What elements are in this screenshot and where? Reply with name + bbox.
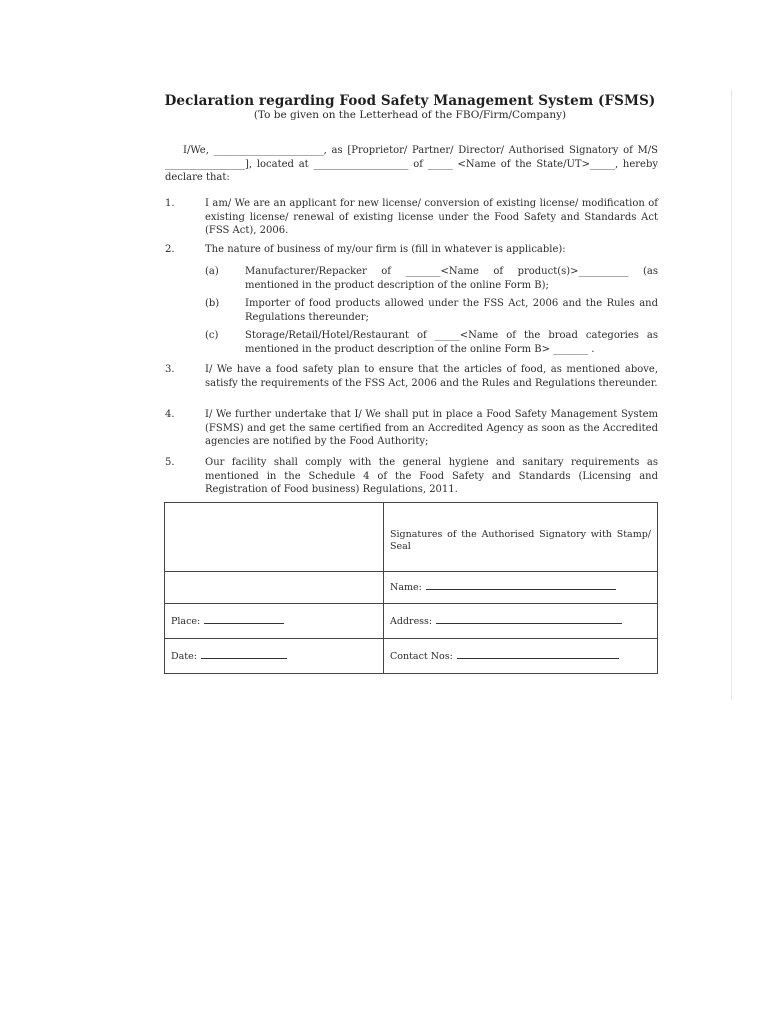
signature-label: Signatures of the Authorised Signatory with Stamp/ Seal [390,528,651,552]
address-field-line[interactable] [436,622,622,624]
blank-cell-2 [165,572,384,604]
contact-field-line[interactable] [457,657,619,659]
item-4-text: I/ We further undertake that I/ We shall put in place a Food Safety Management System (FSMS) and get the same certified from an Accredited Agency as soon as the Accredited agencies are notified by the Food Authority; [205,409,658,447]
subitem-b-letter: (b) [205,298,220,309]
subitem-c-text: Storage/Retail/Hotel/Restaurant of _____<Name of the broad categories as mentioned in the product description of the online Form B> _______ . [245,330,658,355]
place-label: Place: [171,615,201,627]
date-label: Date: [171,650,197,662]
name-field-line[interactable] [426,588,616,590]
address-cell[interactable] [384,604,658,639]
subitem-a-letter: (a) [205,266,219,277]
signature-cell[interactable] [384,503,658,572]
item-3-text: I/ We have a food safety plan to ensure that the articles of food, as mentioned above, satisfy the requirements of the FSS Act, 2006 and the Rules and Regulations thereunder. [205,364,658,389]
contact-label: Contact Nos: [390,650,453,662]
name-cell[interactable] [384,572,658,604]
contact-cell[interactable] [384,639,658,674]
item-5-number: 5. [165,457,175,468]
item-5-text: Our facility shall comply with the general hygiene and sanitary requirements as mentioned in the Schedule 4 of the Food Safety and Standards (Licensing and Registration of Food business) Regulations, 2011. [205,457,658,495]
signature-table [164,502,658,674]
item-2-text: The nature of business of my/our firm is (fill in whatever is applicable): [205,244,566,255]
address-label: Address: [390,615,433,627]
item-1-text: I am/ We are an applicant for new license/ conversion of existing license/ modification of existing license/ renewal of existing license under the Food Safety and Standards Act (FSS Act), 2006. [205,198,658,236]
item-2-number: 2. [165,244,175,255]
document-title: Declaration regarding Food Safety Management System (FSMS) [164,93,656,109]
place-field-line[interactable] [204,622,284,624]
page-edge-line [731,90,732,700]
date-field-line[interactable] [201,657,287,659]
document-subtitle: (To be given on the Letterhead of the FBO/Firm/Company) [253,109,567,121]
item-1-number: 1. [165,198,175,209]
item-3-number: 3. [165,364,175,375]
subitem-a-text: Manufacturer/Repacker of _______<Name of product(s)>__________ (as mentioned in the product description of the online Form B); [245,266,658,291]
subitem-b-text: Importer of food products allowed under the FSS Act, 2006 and the Rules and Regulations thereunder; [245,298,658,323]
name-label: Name: [390,582,422,593]
date-cell[interactable] [165,639,384,674]
blank-cell [165,503,384,572]
item-4-number: 4. [165,409,175,420]
subitem-c-letter: (c) [205,330,219,341]
place-cell[interactable] [165,604,384,639]
declaration-intro: I/We, ______________________, as [Proprietor/ Partner/ Director/ Authorised Signatory of M/S ________________], located at ___________________ of _____ <Name of the State/UT>_____, hereby declare that: [165,145,658,183]
